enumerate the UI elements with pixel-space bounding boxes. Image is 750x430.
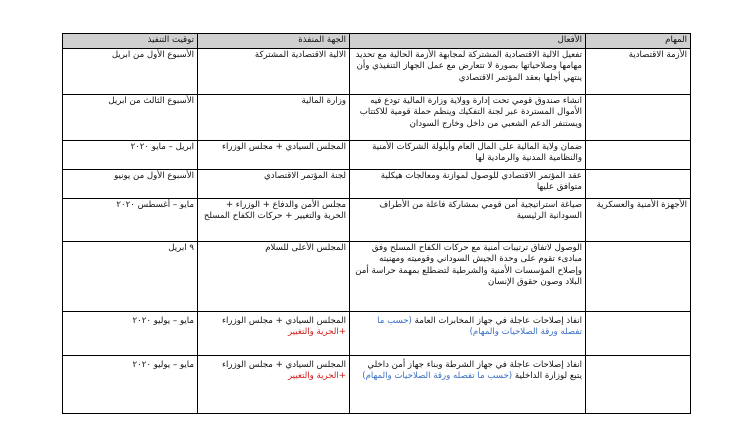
table-row bbox=[63, 311, 691, 355]
action-cell: صياغة استراتيجية أمن قومي بمشاركة فاعلة من الأطراف السودانية الرئيسية bbox=[350, 198, 586, 241]
table-row bbox=[63, 198, 691, 241]
header-task: المهام bbox=[586, 34, 691, 49]
actor-text: المجلس السيادي + مجلس الوزراء bbox=[221, 359, 346, 370]
task-cell bbox=[586, 311, 691, 355]
table-row bbox=[63, 140, 691, 169]
action-cell: عقد المؤتمر الاقتصادي للوصول لموازنة ومعالجات هيكلية متوافق عليها bbox=[350, 169, 586, 198]
action-cell bbox=[350, 311, 586, 355]
table-header-row bbox=[63, 34, 691, 49]
table-row bbox=[63, 355, 691, 413]
actor-cell: المجلس الأعلى للسلام bbox=[198, 241, 350, 311]
table-row bbox=[63, 94, 691, 140]
timing-cell: الأسبوع الثالث من ابريل bbox=[63, 94, 198, 140]
table-row bbox=[63, 169, 691, 198]
timing-cell: مايو – يوليو ٢٠٢٠ bbox=[63, 355, 198, 413]
action-cell: انشاء صندوق قومي تحت إدارة وولاية وزارة المالية تودع فيه الأموال المستردة عبر لجنة التفكيك وينظم حملة قومية للاكتتاب ويستنفر الدعم الشعبي من داخل وخارج السودان bbox=[350, 94, 586, 140]
timing-cell: الأسبوع الأول من ابريل bbox=[63, 48, 198, 94]
table-row bbox=[63, 241, 691, 311]
task-cell bbox=[586, 355, 691, 413]
action-text: انفاذ إصلاحات عاجلة في جهاز الشرطة وبناء جهاز أمن داخلي يتبع لوزارة الداخلية bbox=[367, 359, 582, 382]
action-cell: ضمان ولاية المالية على المال العام وأيلولة الشركات الأمنية والنظامية المدنية والرمادية لها bbox=[350, 140, 586, 169]
action-cell bbox=[350, 355, 586, 413]
action-text: انفاذ إصلاحات عاجلة في جهاز المخابرات العامة bbox=[414, 315, 582, 326]
actor-note: +الحرية والتغيير bbox=[287, 371, 346, 382]
table-row bbox=[63, 48, 691, 94]
task-cell bbox=[586, 94, 691, 140]
action-plan-table bbox=[62, 33, 691, 414]
timing-cell: مايو – أغسطس ٢٠٢٠ bbox=[63, 198, 198, 241]
actor-cell: وزارة المالية bbox=[198, 94, 350, 140]
actor-text: المجلس السيادي + مجلس الوزراء bbox=[221, 315, 346, 326]
task-cell: الأجهزة الأمنية والعسكرية bbox=[586, 198, 691, 241]
header-action: الأفعال bbox=[350, 34, 586, 49]
header-actor: الجهة المنفذة bbox=[198, 34, 350, 49]
actor-note: +الحرية والتغيير bbox=[287, 327, 346, 338]
actor-cell bbox=[198, 311, 350, 355]
actor-cell: مجلس الأمن والدفاع + الوزراء + الحرية والتغيير + حركات الكفاح المسلح bbox=[198, 198, 350, 241]
timing-cell: ٩ ابريل bbox=[63, 241, 198, 311]
task-cell: الأزمة الاقتصادية bbox=[586, 48, 691, 94]
actor-cell: الالية الاقتصادية المشتركة bbox=[198, 48, 350, 94]
action-cell: الوصول لاتفاق ترتيبات أمنية مع حركات الكفاح المسلح وفق مبادىء تقوم على وحدة الجيش السوداني وقوميته ومهنيته وإصلاح المؤسسات الأمنية والشرطية لتضطلع بمهمة حراسة أمن البلاد وصون حقوق الإنسان bbox=[350, 241, 586, 311]
timing-cell: ابريل – مايو ٢٠٢٠ bbox=[63, 140, 198, 169]
action-note: (حسب ما تفصله ورقة الصلاحيات والمهام) bbox=[377, 315, 582, 338]
timing-cell: مايو – يوليو ٢٠٢٠ bbox=[63, 311, 198, 355]
task-cell bbox=[586, 241, 691, 311]
actor-cell: المجلس السيادي + مجلس الوزراء bbox=[198, 140, 350, 169]
action-cell: تفعيل الالية الاقتصادية المشتركة لمجابهة الأزمة الحالية مع تحديد مهامها وصلاحياتها بصورة لا تتعارض مع عمل الجهاز التنفيذي وأن ينتهي أجلها بعقد المؤتمر الاقتصادي bbox=[350, 48, 586, 94]
actor-cell: لجنة المؤتمر الاقتصادي bbox=[198, 169, 350, 198]
actor-cell bbox=[198, 355, 350, 413]
header-timing: توقيت التنفيذ bbox=[63, 34, 198, 49]
timing-cell: الأسبوع الأول من يونيو bbox=[63, 169, 198, 198]
action-note: (حسب ما تفصله ورقة الصلاحيات والمهام) bbox=[362, 371, 513, 382]
task-cell bbox=[586, 169, 691, 198]
task-cell bbox=[586, 140, 691, 169]
